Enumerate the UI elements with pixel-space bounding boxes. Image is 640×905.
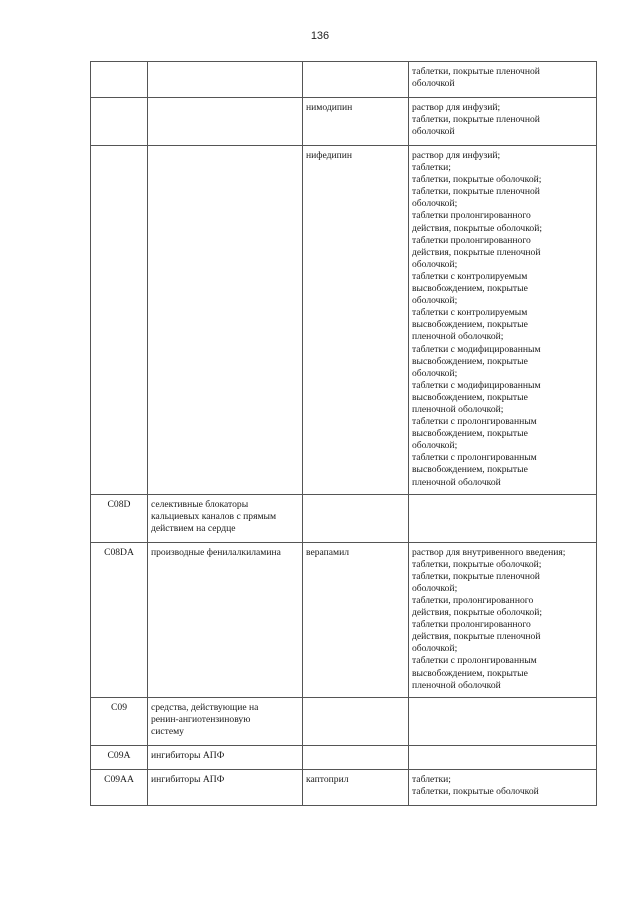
group-cell [148, 62, 303, 98]
drug-cell [303, 494, 409, 542]
dosage-form-line: таблетки, покрытые оболочкой; [412, 558, 542, 570]
dosage-form-line: высвобождением, покрытые [412, 428, 528, 440]
atc-code: C09A [107, 749, 131, 761]
dosage-form-line: оболочкой; [412, 198, 458, 210]
dosage-form-line: таблетки с контролируемым [412, 270, 528, 282]
dosage-form-cell [409, 542, 597, 697]
dosage-form-line: пленочной оболочкой [412, 476, 501, 488]
dosage-form-line: оболочкой; [412, 367, 458, 379]
dosage-form-cell [409, 769, 597, 805]
drug-cell [303, 542, 409, 697]
dosage-form-line: пленочной оболочкой [412, 679, 501, 691]
table-row [91, 62, 597, 98]
atc-code-cell [91, 769, 148, 805]
dosage-form-line: таблетки; [412, 773, 451, 785]
atc-code: C09 [111, 701, 127, 713]
page-number: 136 [310, 30, 330, 42]
group-line: систему [151, 725, 184, 737]
dosage-form-line: таблетки с пролонгированным [412, 452, 537, 464]
dosage-form-cell [409, 745, 597, 769]
atc-code-cell [91, 494, 148, 542]
dosage-form-line: пленочной оболочкой; [412, 331, 504, 343]
atc-code-cell [91, 745, 148, 769]
atc-code-cell [91, 62, 148, 98]
table-row [91, 745, 597, 769]
group-line: действием на сердце [151, 522, 236, 534]
dosage-form-line: высвобождением, покрытые [412, 355, 528, 367]
dosage-form-cell [409, 98, 597, 146]
group-line: производные фенилалкиламина [151, 546, 281, 558]
group-line: ингибиторы АПФ [151, 749, 225, 761]
dosage-form-line: действия, покрытые оболочкой; [412, 222, 543, 234]
dosage-form-line: раствор для инфузий; [412, 150, 501, 161]
dosage-form-cell [409, 494, 597, 542]
drug-cell [303, 697, 409, 745]
dosage-form-line: оболочкой; [412, 258, 458, 270]
table-row [91, 769, 597, 805]
dosage-form-line: таблетки, пролонгированного [412, 595, 534, 606]
group-cell [148, 146, 303, 495]
dosage-form-line: раствор для внутривенного введения; [412, 546, 566, 558]
table-body [91, 62, 597, 806]
dosage-form-cell [409, 697, 597, 745]
dosage-form-line: высвобождением, покрытые [412, 667, 528, 679]
dosage-form-line: высвобождением, покрытые [412, 283, 528, 295]
dosage-form-line: оболочкой; [412, 582, 458, 594]
dosage-form-line: таблетки, покрытые пленочной [412, 186, 540, 198]
dosage-form-line: таблетки с модифицированным [412, 343, 541, 355]
dosage-form-line: оболочкой [412, 78, 455, 90]
dosage-form-line: пленочной оболочкой; [412, 403, 504, 415]
drug-cell [303, 62, 409, 98]
dosage-form-line: таблетки пролонгированного [412, 210, 531, 222]
dosage-form-line: действия, покрытые оболочкой; [412, 607, 543, 619]
drug-name: каптоприл [306, 773, 349, 785]
drug-cell [303, 98, 409, 146]
group-cell [148, 542, 303, 697]
drug-name: верапамил [306, 546, 350, 558]
group-line: кальциевых каналов с прямым [151, 510, 277, 522]
dosage-form-cell [409, 62, 597, 98]
dosage-form-line: высвобождением, покрытые [412, 464, 528, 476]
dosage-form-line: таблетки, покрытые пленочной [412, 66, 540, 77]
atc-code-cell [91, 542, 148, 697]
dosage-form-line: таблетки пролонгированного [412, 619, 531, 631]
group-cell [148, 769, 303, 805]
group-line: ингибиторы АПФ [151, 773, 225, 785]
dosage-form-line: таблетки, покрытые пленочной [412, 114, 540, 126]
dosage-form-line: раствор для инфузий; [412, 102, 501, 113]
atc-code-cell [91, 98, 148, 146]
dosage-form-line: таблетки, покрытые оболочкой [412, 785, 539, 797]
dosage-form-line: оболочкой [412, 126, 455, 138]
atc-code: C08DA [104, 546, 134, 558]
dosage-form-line: действия, покрытые пленочной [412, 246, 541, 258]
group-line: ренин-ангиотензиновую [151, 713, 251, 725]
group-cell [148, 697, 303, 745]
table-row [91, 98, 597, 146]
atc-code-cell [91, 146, 148, 495]
atc-code: C08D [107, 498, 131, 510]
dosage-form-line: действия, покрытые пленочной [412, 631, 541, 643]
drug-cell [303, 769, 409, 805]
drug-name: нимодипин [306, 102, 353, 113]
group-line: средства, действующие на [151, 701, 259, 713]
dosage-form-line: таблетки с пролонгированным [412, 416, 537, 428]
dosage-form-line: таблетки с модифицированным [412, 379, 541, 391]
table-row [91, 697, 597, 745]
dosage-form-line: таблетки; [412, 162, 451, 174]
atc-code: C09AA [104, 773, 134, 785]
drug-cell [303, 146, 409, 495]
table-row [91, 146, 597, 495]
dosage-form-line: таблетки с пролонгированным [412, 655, 537, 667]
dosage-form-line: высвобождением, покрытые [412, 391, 528, 403]
dosage-form-cell [409, 146, 597, 495]
group-cell [148, 98, 303, 146]
dosage-form-line: таблетки с контролируемым [412, 307, 528, 319]
dosage-form-line: высвобождением, покрытые [412, 319, 528, 331]
drug-name: нифедипин [306, 150, 353, 161]
group-cell [148, 745, 303, 769]
dosage-form-line: таблетки, покрытые пленочной [412, 570, 540, 582]
dosage-form-line: оболочкой; [412, 295, 458, 307]
drug-cell [303, 745, 409, 769]
group-cell [148, 494, 303, 542]
dosage-form-line: оболочкой; [412, 440, 458, 452]
dosage-form-line: таблетки пролонгированного [412, 234, 531, 246]
dosage-form-line: оболочкой; [412, 643, 458, 655]
table-row [91, 542, 597, 697]
group-line: селективные блокаторы [151, 498, 249, 510]
table-row [91, 494, 597, 542]
dosage-form-line: таблетки, покрытые оболочкой; [412, 174, 542, 186]
atc-code-cell [91, 697, 148, 745]
drug-table [90, 61, 597, 806]
